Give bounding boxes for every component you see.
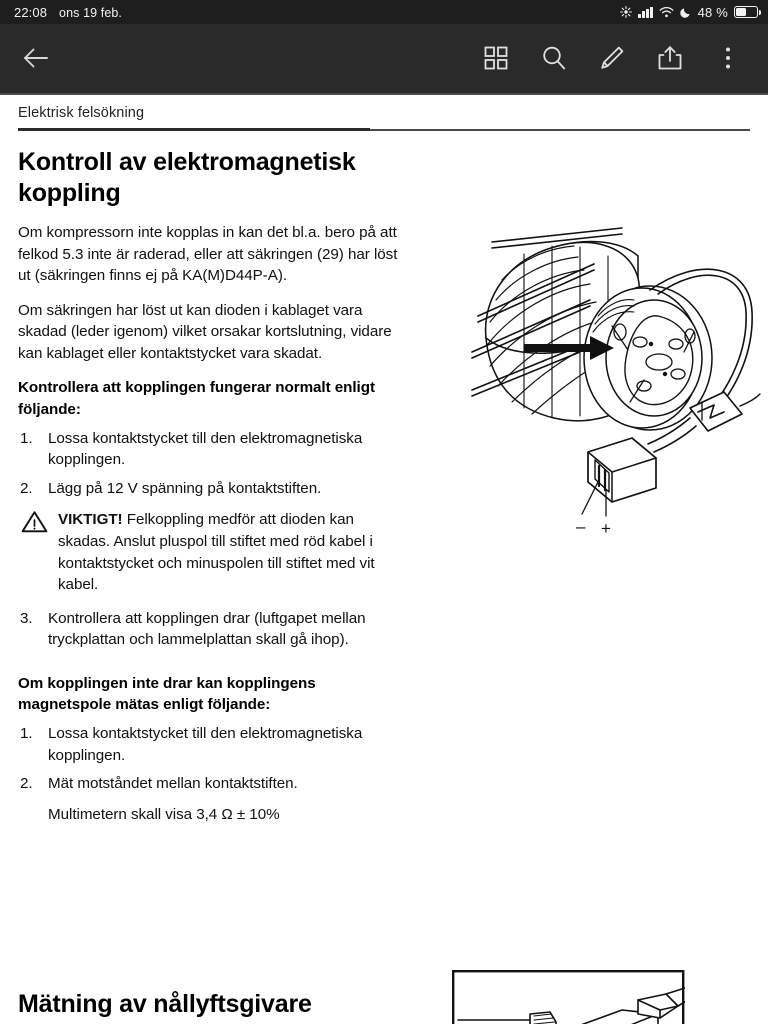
list-item-number: 2. (20, 775, 33, 793)
search-icon (540, 44, 568, 75)
list-item-text: Mät motståndet mellan kontaktstiften. (48, 775, 298, 793)
section-1-steps (18, 428, 403, 500)
intro-paragraph-1: Om kompressorn inte kopplas in kan det bl.a. bero på att felkod 5.3 inte är raderad, eller att säkringen (29) har löst ut (säkringen finns ej på KA(M)D44P-A). (18, 224, 398, 285)
plus-label: + (601, 519, 611, 538)
list-item (18, 428, 403, 471)
list-item-text: Lossa kontaktstycket till den elektromagnetiska kopplingen. (48, 724, 363, 764)
list-item (18, 608, 403, 651)
intro-paragraph-2: Om säkringen har löst ut kan dioden i kablaget vara skadad (leder igenom) vilket orsakar kortslutning, vidare kan kablaget eller kontaktstycket vara skadat. (18, 301, 392, 362)
share-button[interactable] (644, 33, 696, 85)
minus-label: – (576, 517, 586, 536)
warning-text: Felkoppling medför att dioden kan skadas. Anslut pluspol till stiftet med röd kabel i kontaktstycket och minuspolen till stiftet med vit kabel. (58, 511, 375, 594)
overflow-menu-icon (717, 45, 739, 74)
status-date: ons 19 feb. (59, 5, 122, 20)
list-item-number: 1. (20, 429, 33, 447)
toolbar-actions (470, 33, 754, 85)
header-rule (18, 129, 750, 131)
status-bar-right (620, 5, 758, 20)
list-item (18, 773, 403, 795)
signal-bars-icon (638, 7, 653, 18)
more-options-button[interactable] (702, 33, 754, 85)
brightness-icon (620, 6, 632, 18)
page-title: Kontroll av elektromagnetisk koppling (18, 148, 356, 207)
section-2-steps (18, 723, 403, 795)
section-1-steps-after (18, 608, 403, 651)
compressor-clutch-diagram (462, 220, 762, 550)
thumbnails-grid-button[interactable] (470, 33, 522, 85)
list-item (18, 478, 403, 500)
share-icon (656, 44, 684, 75)
list-item (18, 723, 403, 766)
annotate-button[interactable] (586, 33, 638, 85)
list-item-text: Lossa kontaktstycket till den elektromagnetiska kopplingen. (48, 429, 363, 469)
back-button[interactable] (10, 33, 62, 85)
list-item-text: Lägg på 12 V spänning på kontaktstiften. (48, 479, 322, 497)
section-2-heading: Om kopplingen inte drar kan kopplingens magnetspole mätas enligt följande: (18, 674, 316, 714)
section-2-note: Multimetern skall visa 3,4 Ω ± 10% (48, 805, 280, 823)
list-item-text: Kontrollera att kopplingen drar (luftgapet mellan tryckplattan och lammelplattan skall gå ihop). (48, 609, 366, 649)
needle-lift-sensor-diagram (452, 970, 685, 1024)
pencil-icon (598, 44, 626, 75)
do-not-disturb-moon-icon (680, 6, 692, 18)
important-warning (18, 509, 403, 595)
grid-icon (483, 45, 509, 74)
status-bar-left (14, 5, 122, 20)
list-item-number: 1. (20, 724, 33, 742)
document-page[interactable] (0, 95, 768, 1024)
battery-percent-label: 48 % (697, 4, 728, 20)
status-clock: 22:08 (14, 4, 48, 20)
warning-label: VIKTIGT! (58, 511, 123, 529)
back-arrow-icon (20, 42, 52, 77)
status-bar (0, 0, 768, 24)
battery-icon (734, 6, 758, 18)
warning-triangle-icon (21, 510, 48, 540)
search-button[interactable] (528, 33, 580, 85)
app-toolbar (0, 24, 768, 94)
list-item-number: 2. (20, 479, 33, 497)
list-item-number: 3. (20, 609, 33, 627)
wifi-icon (659, 6, 674, 18)
running-head: Elektrisk felsökning (18, 105, 145, 121)
section-1-heading: Kontrollera att kopplingen fungerar normalt enligt följande: (18, 379, 375, 419)
bottom-section-title: Mätning av nållyftsgivare (18, 990, 312, 1018)
text-column (18, 147, 403, 825)
